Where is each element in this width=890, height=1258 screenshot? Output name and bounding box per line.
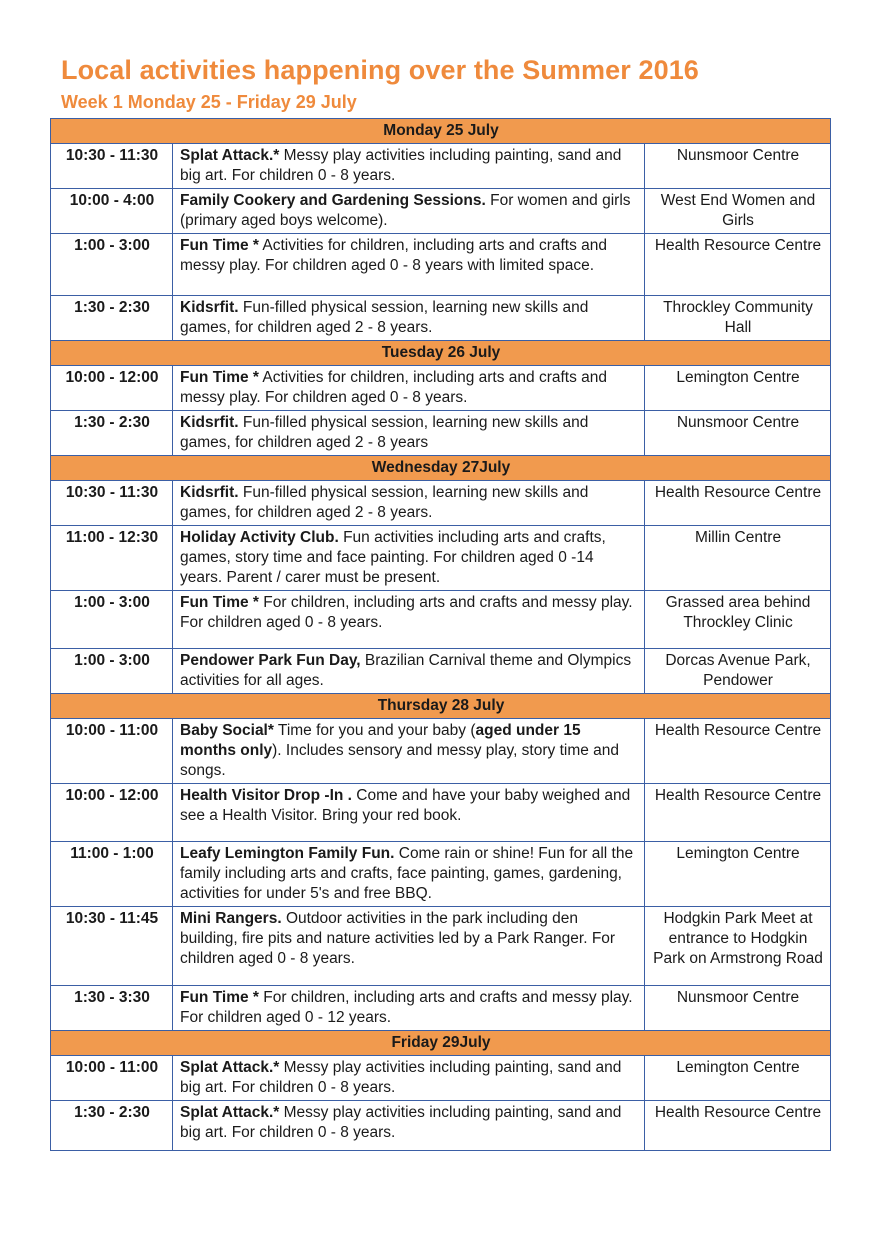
activity-name: Pendower Park Fun Day, (180, 652, 361, 669)
activity-time: 1:30 - 2:30 (51, 1101, 173, 1151)
day-header: Wednesday 27July (51, 456, 831, 481)
activity-name: Fun Time * (180, 989, 259, 1006)
day-header: Friday 29July (51, 1031, 831, 1056)
table-row (51, 649, 831, 694)
activity-location: Nunsmoor Centre (645, 986, 831, 1031)
activity-details: Fun-filled physical session, learning new skills and games, for children aged 2 - 8 years. (180, 484, 589, 521)
table-row (51, 526, 831, 591)
table-row (51, 366, 831, 411)
activity-details: For children, including arts and crafts and messy play. For children aged 0 - 8 years. (180, 594, 633, 631)
activity-location: Lemington Centre (645, 842, 831, 907)
activity-description (173, 784, 645, 842)
activity-details: Fun activities including arts and crafts, games, story time and face painting. For children aged 0 -14 years. Parent / carer must be present. (180, 529, 606, 586)
table-row (51, 907, 831, 986)
day-header-row (51, 1031, 831, 1056)
activity-details: Come and have your baby weighed and see a Health Visitor. Bring your red book. (180, 787, 631, 824)
day-header-row (51, 456, 831, 481)
activity-description (173, 719, 645, 784)
activity-location: Nunsmoor Centre (645, 411, 831, 456)
activity-name: Kidsrfit. (180, 299, 239, 316)
activity-time: 10:00 - 4:00 (51, 189, 173, 234)
activity-location: Health Resource Centre (645, 719, 831, 784)
activity-location: Grassed area behind Throckley Clinic (645, 591, 831, 649)
table-row (51, 591, 831, 649)
activity-location: Millin Centre (645, 526, 831, 591)
activity-details: Fun-filled physical session, learning new skills and games, for children aged 2 - 8 years. (180, 299, 589, 336)
activity-description (173, 842, 645, 907)
activity-description (173, 481, 645, 526)
activity-name: Health Visitor Drop -In . (180, 787, 352, 804)
activity-description (173, 649, 645, 694)
activity-time: 10:00 - 12:00 (51, 366, 173, 411)
activity-description (173, 189, 645, 234)
day-header: Monday 25 July (51, 119, 831, 144)
activity-name: Kidsrfit. (180, 484, 239, 501)
activity-time: 1:00 - 3:00 (51, 591, 173, 649)
activity-time: 10:00 - 11:00 (51, 719, 173, 784)
activity-location: Lemington Centre (645, 1056, 831, 1101)
table-row (51, 1056, 831, 1101)
activity-details: Outdoor activities in the park including den building, fire pits and nature activities led by a Park Ranger. For children aged 0 - 8 years. (180, 910, 616, 967)
activity-description (173, 411, 645, 456)
activity-description (173, 144, 645, 189)
activity-location: Dorcas Avenue Park, Pendower (645, 649, 831, 694)
activity-details: Messy play activities including painting, sand and big art. For children 0 - 8 years. (180, 147, 622, 184)
activity-description (173, 296, 645, 341)
activity-location: Hodgkin Park Meet at entrance to Hodgkin Park on Armstrong Road (645, 907, 831, 986)
activity-name: Baby Social* (180, 722, 274, 739)
activity-details: Brazilian Carnival theme and Olympics activities for all ages. (180, 652, 632, 689)
table-row (51, 189, 831, 234)
activity-name: Leafy Lemington Family Fun. (180, 845, 395, 862)
table-row (51, 842, 831, 907)
table-row (51, 784, 831, 842)
activity-description (173, 986, 645, 1031)
day-header: Tuesday 26 July (51, 341, 831, 366)
activity-emphasis: aged under 15 months only (180, 722, 581, 759)
activity-details: Come rain or shine! Fun for all the family including arts and crafts, face painting, games, gardening, activities for under 5's and free BBQ. (180, 845, 634, 902)
table-row (51, 411, 831, 456)
activity-location: Health Resource Centre (645, 481, 831, 526)
activity-description (173, 591, 645, 649)
activity-name: Splat Attack.* (180, 147, 280, 164)
activity-location: Health Resource Centre (645, 234, 831, 296)
activity-description (173, 526, 645, 591)
activity-name: Splat Attack.* (180, 1059, 280, 1076)
activity-name: Family Cookery and Gardening Sessions. (180, 192, 486, 209)
activity-description (173, 1056, 645, 1101)
activity-time: 10:30 - 11:30 (51, 144, 173, 189)
table-row (51, 481, 831, 526)
activity-location: Nunsmoor Centre (645, 144, 831, 189)
activity-name: Kidsrfit. (180, 414, 239, 431)
activity-time: 10:00 - 12:00 (51, 784, 173, 842)
activity-details: Activities for children, including arts and crafts and messy play. For children aged 0 - 8 years with limited space. (180, 237, 608, 274)
activity-name: Holiday Activity Club. (180, 529, 339, 546)
activity-details: For women and girls (primary aged boys welcome). (180, 192, 631, 229)
activity-time: 11:00 - 12:30 (51, 526, 173, 591)
activity-name: Splat Attack.* (180, 1104, 280, 1121)
day-header-row (51, 694, 831, 719)
activity-description (173, 366, 645, 411)
table-row (51, 296, 831, 341)
activity-details-continued: ). Includes sensory and messy play, story time and songs. (180, 742, 620, 779)
activity-time: 10:30 - 11:30 (51, 481, 173, 526)
activity-time: 1:00 - 3:00 (51, 234, 173, 296)
activity-details: Fun-filled physical session, learning new skills and games, for children aged 2 - 8 years (180, 414, 589, 451)
activity-details: Messy play activities including painting, sand and big art. For children 0 - 8 years. (180, 1104, 622, 1141)
activity-description (173, 1101, 645, 1151)
day-header-row (51, 119, 831, 144)
activity-name: Fun Time * (180, 237, 259, 254)
activities-table (50, 118, 831, 1151)
activity-description (173, 234, 645, 296)
activity-location: Health Resource Centre (645, 1101, 831, 1151)
page-title: Local activities happening over the Summer 2016 (61, 55, 699, 85)
activity-location: Throckley Community Hall (645, 296, 831, 341)
activity-details: Time for you and your baby ( (273, 722, 476, 739)
day-header: Thursday 28 July (51, 694, 831, 719)
activity-time: 1:30 - 3:30 (51, 986, 173, 1031)
activity-details: For children, including arts and crafts and messy play. For children aged 0 - 12 years. (180, 989, 633, 1026)
day-header-row (51, 341, 831, 366)
activity-details: Activities for children, including arts and crafts and messy play. For children aged 0 - 8 years. (180, 369, 608, 406)
table-row (51, 986, 831, 1031)
activity-location: West End Women and Girls (645, 189, 831, 234)
activity-name: Fun Time * (180, 369, 259, 386)
activity-name: Fun Time * (180, 594, 259, 611)
table-row (51, 234, 831, 296)
activity-location: Health Resource Centre (645, 784, 831, 842)
activity-time: 10:00 - 11:00 (51, 1056, 173, 1101)
activity-time: 1:30 - 2:30 (51, 296, 173, 341)
activity-time: 1:30 - 2:30 (51, 411, 173, 456)
table-row (51, 1101, 831, 1151)
activity-name: Mini Rangers. (180, 910, 282, 927)
activity-description (173, 907, 645, 986)
activity-time: 1:00 - 3:00 (51, 649, 173, 694)
table-row (51, 144, 831, 189)
activity-location: Lemington Centre (645, 366, 831, 411)
page-subtitle: Week 1 Monday 25 - Friday 29 July (61, 92, 357, 112)
activity-details: Messy play activities including painting, sand and big art. For children 0 - 8 years. (180, 1059, 622, 1096)
activity-time: 10:30 - 11:45 (51, 907, 173, 986)
activity-time: 11:00 - 1:00 (51, 842, 173, 907)
table-row (51, 719, 831, 784)
